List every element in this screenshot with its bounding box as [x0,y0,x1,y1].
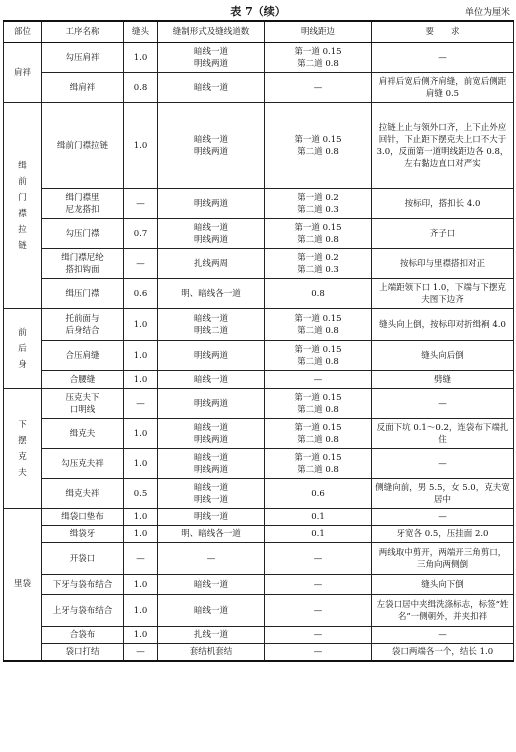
operation-cell [42,419,124,449]
table-row [4,341,514,371]
requirement-cell: — [372,389,514,419]
operation-line: 合腰缝 [69,374,96,385]
operation-line: 托前面与 [65,313,100,324]
operation-cell [42,575,124,595]
stitch-form-cell [158,249,265,279]
operation-line: 尼龙搭扣 [65,204,100,215]
part-line: 门 [18,192,27,203]
operation-line: 合压肩缝 [65,350,100,361]
seam-cell: 1.0 [124,627,158,644]
seam-cell: — [124,249,158,279]
table-row [4,73,514,103]
edge-distance-line: 0.6 [311,488,325,499]
edge-distance-line: 第一道 0.2 [297,192,339,203]
part-line: 缉 [18,160,27,171]
table-row [4,543,514,575]
operation-line: 缉袋牙 [69,529,96,539]
edge-distance-cell [265,389,372,419]
edge-distance-line: 第一道 0.15 [294,134,342,145]
stitch-form-cell [158,43,265,73]
operation-cell [42,103,124,189]
table-row [4,526,514,543]
table-row [4,103,514,189]
seam-cell: 1.0 [124,43,158,73]
edge-distance-cell [265,341,372,371]
table-body [4,43,514,661]
header-edge-distance: 明线距边 [265,21,372,43]
edge-distance-line: 第二道 0.8 [297,356,339,367]
table-row [4,595,514,627]
table-row [4,479,514,509]
edge-distance-line: 0.8 [311,288,325,299]
edge-distance-line: — [313,579,323,590]
stitch-form-line: 暗线一道 [193,605,228,616]
stitch-form-line: 暗线一道 [193,82,228,93]
operation-cell [42,43,124,73]
stitch-form-line: 暗线一道 [193,134,228,145]
part-line: 链 [18,240,27,251]
seam-cell: 1.0 [124,419,158,449]
requirement-cell: 牙宽各 0.5，压挂面 2.0 [372,526,514,543]
part-line: 克 [18,451,27,462]
part-cell [4,389,42,509]
stitch-form-cell [158,73,265,103]
requirement-cell: 拉链上止与领外口齐，上下止外应回针，下止距下摆克夫上口不大于 3.0，反面第一道明线距边各 0.8，左右黏边直口对严实 [372,103,514,189]
requirement-cell: — [372,449,514,479]
seam-cell: 0.8 [124,73,158,103]
table-row [4,644,514,661]
operation-cell [42,249,124,279]
edge-distance-line: 第一道 0.15 [294,392,342,403]
operation-cell [42,189,124,219]
edge-distance-line: 第二道 0.8 [297,434,339,445]
edge-distance-cell [265,43,372,73]
stitch-form-line: 明线两道 [193,464,228,475]
edge-distance-line: — [313,646,323,657]
stitch-form-cell [158,543,265,575]
seam-cell: 0.7 [124,219,158,249]
stitch-form-line: 明线两道 [193,198,228,209]
stitch-form-line: 明、暗线各一道 [181,529,241,539]
header-row [4,21,514,43]
operation-cell [42,73,124,103]
requirement-cell: 左袋口居中夹缉洗涤标志，标签“姓名”一侧朝外，并夹扣袢 [372,595,514,627]
table-row [4,389,514,419]
edge-distance-line: 第二道 0.8 [297,146,339,157]
part-line: 肩袢 [13,67,31,78]
edge-distance-cell [265,449,372,479]
operation-cell [42,595,124,627]
header-part: 部位 [4,21,42,43]
stitch-form-cell [158,644,265,661]
stitch-form-line: 暗线一道 [193,482,228,493]
operation-line: 后身结合 [65,325,100,336]
stitch-form-cell [158,219,265,249]
edge-distance-line: 0.1 [311,512,325,522]
stitch-form-line: 套结机套结 [189,646,233,657]
stitch-form-cell [158,509,265,526]
edge-distance-line: 第一道 0.15 [294,344,342,355]
stitch-form-line: 暗线一道 [193,46,228,57]
edge-distance-line: 第二道 0.3 [297,264,339,275]
operation-cell [42,543,124,575]
operation-line: 上牙与袋布结合 [52,605,113,616]
stitch-form-cell [158,449,265,479]
seam-cell: — [124,543,158,575]
stitch-form-cell [158,371,265,389]
table-row [4,43,514,73]
operation-line: 合袋布 [69,630,96,640]
part-line: 身 [18,359,27,370]
header-requirement: 要 求 [372,21,514,43]
seam-cell: 1.0 [124,449,158,479]
edge-distance-line: 第一道 0.15 [294,452,342,463]
edge-distance-line: 第二道 0.8 [297,234,339,245]
operation-line: 口明线 [69,404,96,415]
edge-distance-cell [265,103,372,189]
edge-distance-cell [265,419,372,449]
edge-distance-line: — [313,605,323,616]
operation-cell [42,526,124,543]
table-row [4,189,514,219]
part-line: 夫 [18,467,27,478]
stitch-form-line: 暗线一道 [193,222,228,233]
stitch-form-line: 暗线一道 [193,422,228,433]
operation-cell [42,509,124,526]
table-row [4,419,514,449]
stitch-form-cell [158,279,265,309]
table-row [4,279,514,309]
seam-cell: — [124,389,158,419]
table-row [4,371,514,389]
header-seam: 缝头 [124,21,158,43]
requirement-cell: 上端距领下口 1.0，下端与下摆克夫图下边齐 [372,279,514,309]
edge-distance-cell [265,219,372,249]
operation-line: 缉前门襟拉链 [56,140,108,151]
seam-cell: 1.0 [124,595,158,627]
edge-distance-cell [265,309,372,341]
stitch-form-cell [158,309,265,341]
stitch-form-line: 扎线两周 [193,258,228,269]
stitch-form-line: 明线两道 [193,398,228,409]
stitch-form-line: 明、暗线各一道 [181,288,241,299]
edge-distance-line: 第二道 0.8 [297,58,339,69]
part-line: 后 [18,343,27,354]
requirement-cell: 劈缝 [372,371,514,389]
stitch-form-cell [158,595,265,627]
edge-distance-cell [265,575,372,595]
requirement-cell: 侧缝向前，男 5.5，女 5.0，克夫宽居中 [372,479,514,509]
operation-line: 下牙与袋布结合 [52,579,113,590]
seam-cell: 1.0 [124,341,158,371]
edge-distance-line: 第二道 0.3 [297,204,339,215]
table-row [4,449,514,479]
seam-cell: — [124,189,158,219]
requirement-cell: 缝头向上倒，按标印对折缉裥 4.0 [372,309,514,341]
operation-line: 缉门襟里 [65,192,100,203]
edge-distance-line: 第一道 0.2 [297,252,339,263]
stitch-form-cell [158,479,265,509]
edge-distance-cell [265,73,372,103]
edge-distance-cell [265,509,372,526]
table-row [4,309,514,341]
edge-distance-line: 第一道 0.15 [294,313,342,324]
requirement-cell: 缝头向下倒 [372,575,514,595]
operation-line: 缉肩袢 [69,82,96,93]
stitch-form-line: 明线两道 [193,58,228,69]
header-stitch-form: 缝制形式及缝线道数 [158,21,265,43]
requirement-cell: 按标印与里襟搭扣对正 [372,249,514,279]
seam-cell: 1.0 [124,371,158,389]
table-row [4,575,514,595]
operation-cell [42,371,124,389]
operation-cell [42,449,124,479]
stitch-form-line: 暗线一道 [193,313,228,324]
part-line: 里袋 [13,579,31,590]
edge-distance-cell [265,371,372,389]
operation-cell [42,279,124,309]
operation-cell [42,389,124,419]
stitch-form-line: 扎线一道 [193,630,228,640]
requirement-cell: 袋口两端各一个，结长 1.0 [372,644,514,661]
stitch-form-line: 暗线一道 [193,374,228,385]
edge-distance-cell [265,189,372,219]
edge-distance-cell [265,595,372,627]
process-table [3,20,514,662]
edge-distance-line: 第二道 0.8 [297,325,339,336]
operation-line: 缉克夫袢 [65,488,100,499]
requirement-cell: 按标印，搭扣长 4.0 [372,189,514,219]
edge-distance-line: 第一道 0.15 [294,422,342,433]
operation-cell [42,644,124,661]
part-line: 襟 [18,208,27,219]
part-line: 下 [18,419,27,430]
operation-cell [42,341,124,371]
requirement-cell: 缝头向后倒 [372,341,514,371]
stitch-form-cell [158,189,265,219]
requirement-cell: 两线取中剪开，两端开三角剪口，三角向两侧倒 [372,543,514,575]
part-line: 前 [18,176,27,187]
part-cell [4,43,42,103]
edge-distance-cell [265,279,372,309]
requirement-cell: — [372,509,514,526]
operation-line: 袋口打结 [65,646,100,657]
stitch-form-line: — [206,553,216,564]
operation-line: 勾压克夫袢 [61,458,104,469]
table-row [4,249,514,279]
operation-line: 缉袋口垫布 [61,512,104,522]
edge-distance-line: 第一道 0.15 [294,46,342,57]
stitch-form-line: 明线两道 [193,350,228,361]
operation-line: 缉压门襟 [65,288,100,299]
stitch-form-line: 明线两道 [193,234,228,245]
requirement-cell: 齐子口 [372,219,514,249]
seam-cell: 1.0 [124,309,158,341]
operation-cell [42,627,124,644]
operation-line: 开袋口 [69,553,96,564]
edge-distance-cell [265,543,372,575]
stitch-form-cell [158,627,265,644]
stitch-form-cell [158,341,265,371]
part-cell [4,509,42,661]
operation-cell [42,219,124,249]
edge-distance-cell [265,627,372,644]
table-row [4,509,514,526]
stitch-form-line: 明线两道 [193,146,228,157]
operation-line: 缉克夫 [69,428,96,439]
edge-distance-line: 0.1 [311,529,325,539]
requirement-cell: — [372,627,514,644]
part-line: 摆 [18,435,27,446]
operation-line: 勾压肩袢 [65,52,100,63]
edge-distance-line: — [313,374,323,385]
edge-distance-cell [265,249,372,279]
stitch-form-cell [158,419,265,449]
seam-cell: 1.0 [124,575,158,595]
operation-cell [42,479,124,509]
operation-line: 压克夫下 [65,392,100,403]
part-line: 拉 [18,224,27,235]
seam-cell: 1.0 [124,103,158,189]
edge-distance-line: — [313,553,323,564]
seam-cell: 0.5 [124,479,158,509]
seam-cell: 1.0 [124,509,158,526]
stitch-form-line: 明线一道 [193,512,228,522]
edge-distance-line: — [313,630,323,640]
operation-line: 搭扣钩面 [65,264,100,275]
header-operation: 工序名称 [42,21,124,43]
part-cell [4,309,42,389]
requirement-cell: 肩袢后宽后侧齐肩缝，前宽后侧距肩缝 0.5 [372,73,514,103]
edge-distance-cell [265,644,372,661]
stitch-form-line: 明线一道 [193,494,228,505]
seam-cell: 0.6 [124,279,158,309]
table-row [4,219,514,249]
seam-cell: — [124,644,158,661]
requirement-cell: — [372,43,514,73]
operation-line: 勾压门襟 [65,228,100,239]
edge-distance-cell [265,526,372,543]
stitch-form-cell [158,575,265,595]
edge-distance-line: 第一道 0.15 [294,222,342,233]
stitch-form-line: 暗线一道 [193,579,228,590]
edge-distance-line: 第二道 0.8 [297,404,339,415]
part-line: 前 [18,327,27,338]
stitch-form-line: 明线二道 [193,325,228,336]
stitch-form-line: 明线两道 [193,434,228,445]
stitch-form-cell [158,526,265,543]
seam-cell: 1.0 [124,526,158,543]
stitch-form-line: 暗线一道 [193,452,228,463]
edge-distance-line: — [313,82,323,93]
operation-line: 缉门襟尼纶 [61,252,104,263]
table-title: 表 7（续） [230,5,286,18]
stitch-form-cell [158,103,265,189]
part-cell [4,103,42,309]
stitch-form-cell [158,389,265,419]
requirement-cell: 反面下坑 0.1～0.2，连袋布下端扎住 [372,419,514,449]
table-row [4,627,514,644]
unit-note: 单位为厘米 [464,8,510,18]
edge-distance-line: 第二道 0.8 [297,464,339,475]
operation-cell [42,309,124,341]
edge-distance-cell [265,479,372,509]
